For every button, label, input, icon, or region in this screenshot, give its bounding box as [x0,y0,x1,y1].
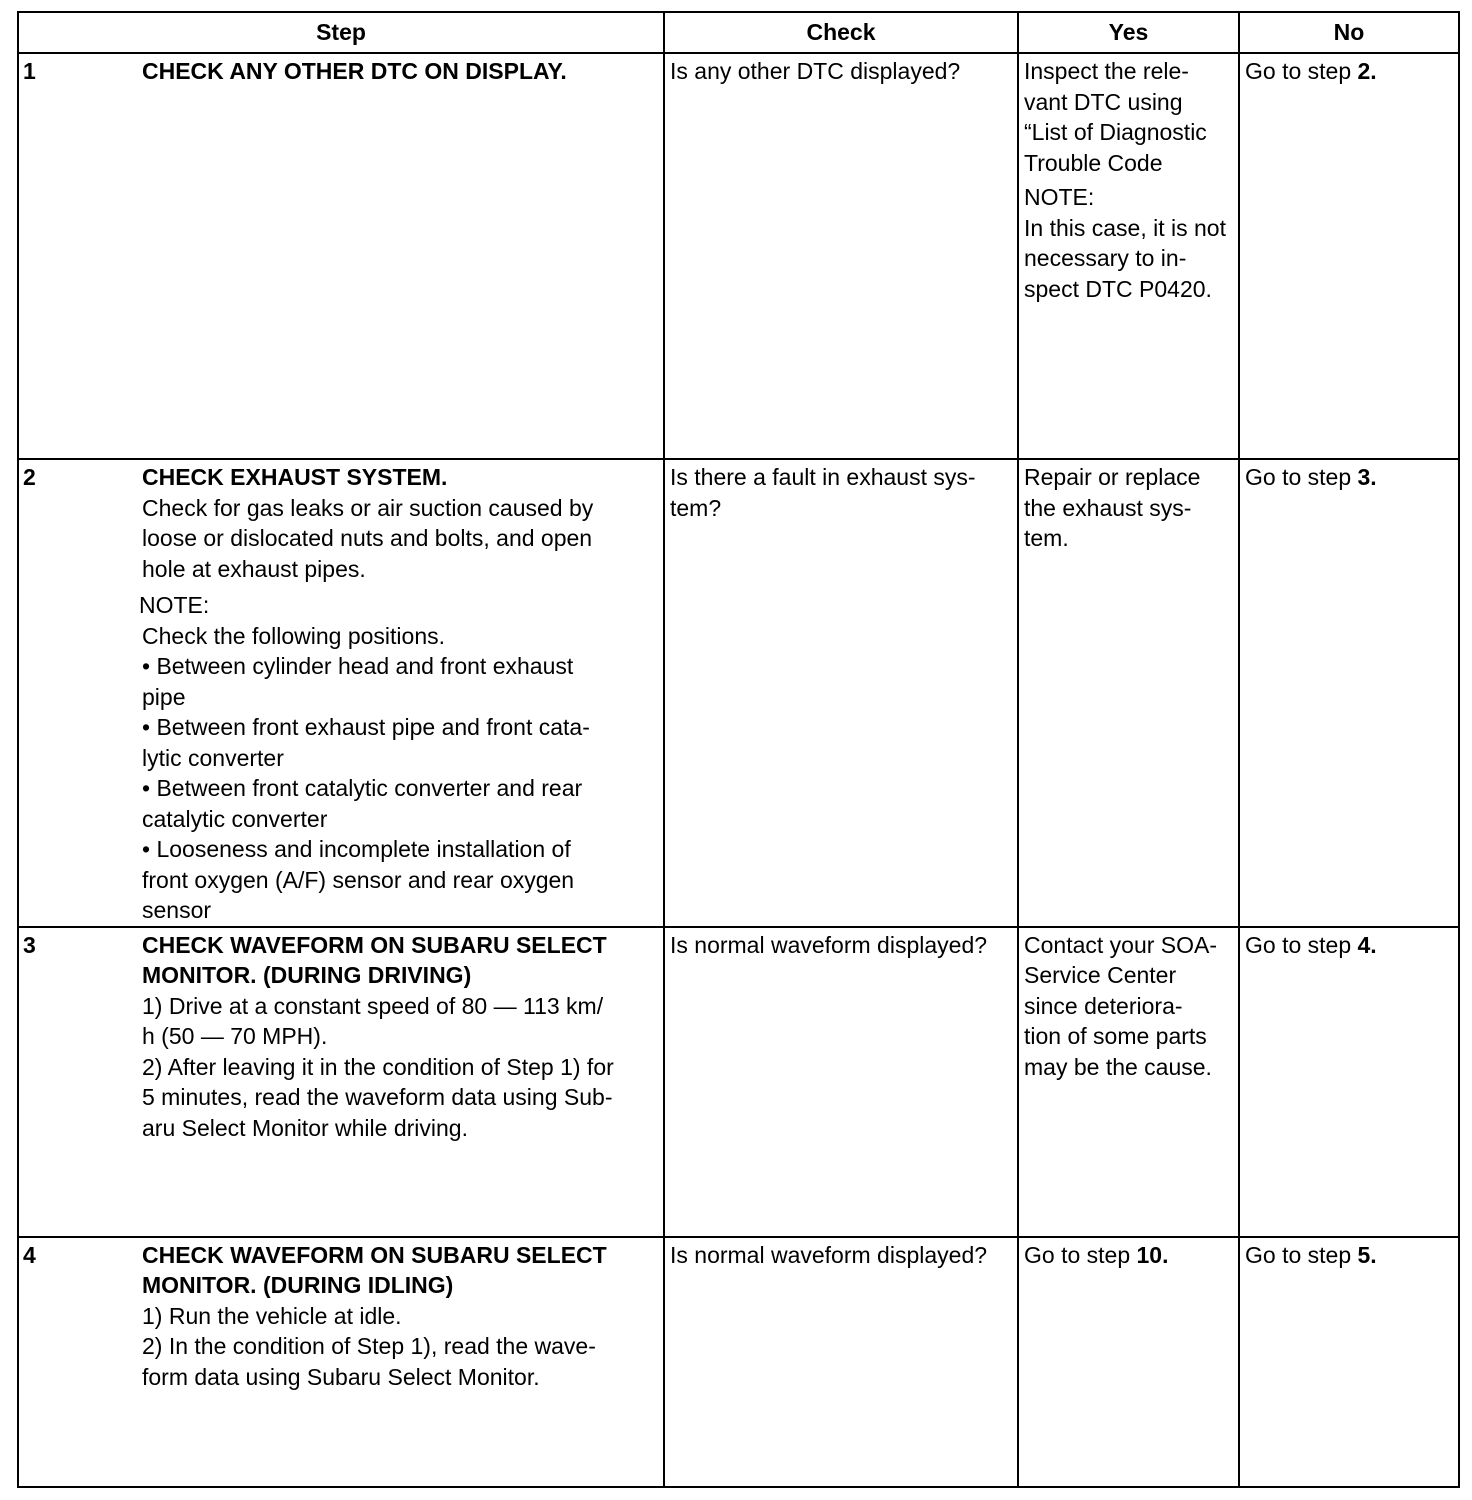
body-line: form data using Subaru Select Monitor. [142,1363,540,1390]
yes-line: Inspect the rele- [1024,58,1189,84]
step-title-line: CHECK WAVEFORM ON SUBARU SELECT [142,1241,607,1268]
note-line: lytic converter [142,744,284,771]
yes-cell [1018,927,1239,1237]
step-cell [18,927,664,1237]
check-cell [664,927,1018,1237]
note-line: • Between front catalytic converter and rear [142,775,583,801]
table-header-row [18,12,1459,53]
no-step: 4. [1357,931,1377,958]
no-cell [1239,459,1459,927]
yes-line: Trouble Code [1024,149,1163,176]
yes-line: may be the cause. [1024,1053,1212,1080]
yes-line: since deteriora- [1024,992,1183,1019]
note-line: Check the following positions. [142,622,445,649]
step-title: CHECK ANY OTHER DTC ON DISPLAY. [142,58,567,84]
yes-line: Contact your SOA- [1024,931,1218,958]
table-row [18,53,1459,459]
body-line: 1) Run the vehicle at idle. [142,1302,402,1329]
step-title-line: MONITOR. (DURING IDLING) [142,1272,454,1298]
yes-line: “List of Diagnostic [1024,119,1207,145]
no-step: 3. [1357,464,1377,490]
note-line: • Between cylinder head and front exhaust [142,653,574,679]
no-prefix: Go to step [1245,931,1358,958]
note-line: sensor [142,897,212,923]
note-label: NOTE: [1024,184,1095,210]
check-text: Is any other DTC displayed? [670,58,961,84]
yes-line: tem. [1024,525,1069,551]
check-text: Is normal waveform displayed? [670,1241,988,1268]
header-no: No [1239,12,1459,53]
note-line: In this case, it is not [1024,214,1226,241]
check-cell [664,459,1018,927]
note-line: catalytic converter [142,805,328,832]
yes-cell [1018,459,1239,927]
table-row [18,927,1459,1237]
note-line: front oxygen (A/F) sensor and rear oxygen [142,866,575,893]
no-cell [1239,927,1459,1237]
check-line: tem? [670,494,722,521]
step-cell [18,53,664,459]
no-prefix: Go to step [1245,464,1358,490]
step-number: 2 [23,464,36,490]
check-cell [664,1237,1018,1487]
no-prefix: Go to step [1245,1241,1358,1268]
step-number: 3 [23,931,36,958]
diagnostic-table [17,11,1460,1488]
body-line: 2) After leaving it in the condition of Step 1) for [142,1053,614,1080]
table-row [18,459,1459,927]
body-line: 5 minutes, read the waveform data using Sub- [142,1084,613,1110]
step-number: 1 [23,58,36,84]
no-prefix: Go to step [1245,58,1358,84]
note-line: spect DTC P0420. [1024,275,1212,302]
check-cell [664,53,1018,459]
note-line: pipe [142,683,186,710]
header-yes: Yes [1018,12,1239,53]
yes-line: Service Center [1024,962,1177,988]
note-line: • Between front exhaust pipe and front cata- [142,714,590,740]
no-step: 5. [1357,1241,1377,1268]
step-number: 4 [23,1241,36,1268]
yes-line: the exhaust sys- [1024,494,1192,521]
body-line: 2) In the condition of Step 1), read the wave- [142,1333,596,1359]
step-title-line: CHECK WAVEFORM ON SUBARU SELECT [142,931,607,958]
step-title: CHECK EXHAUST SYSTEM. [142,464,448,490]
yes-line: Repair or replace [1024,464,1201,490]
header-check: Check [664,12,1018,53]
yes-cell [1018,53,1239,459]
step-cell [18,1237,664,1487]
yes-prefix: Go to step [1024,1241,1137,1268]
check-text: Is normal waveform displayed? [670,931,988,958]
yes-cell [1018,1237,1239,1487]
body-line: Check for gas leaks or air suction caused by [142,494,594,521]
no-cell [1239,1237,1459,1487]
yes-step: 10. [1136,1241,1169,1268]
no-cell [1239,53,1459,459]
header-step: Step [18,12,664,53]
yes-line: vant DTC using [1024,88,1183,115]
step-title-line: MONITOR. (DURING DRIVING) [142,962,472,988]
note-line: • Looseness and incomplete installation of [142,836,571,862]
body-line: aru Select Monitor while driving. [142,1114,468,1141]
body-line: loose or dislocated nuts and bolts, and open [142,525,593,551]
yes-line: tion of some parts [1024,1023,1207,1049]
check-line: Is there a fault in exhaust sys- [670,464,976,490]
note-line: necessary to in- [1024,245,1187,271]
note-label: NOTE: [139,592,210,618]
step-cell [18,459,664,927]
table-row [18,1237,1459,1487]
body-line: hole at exhaust pipes. [142,555,366,582]
body-line: 1) Drive at a constant speed of 80 — 113 km/ [142,992,604,1019]
no-step: 2. [1357,58,1377,84]
body-line: h (50 — 70 MPH). [142,1023,328,1049]
